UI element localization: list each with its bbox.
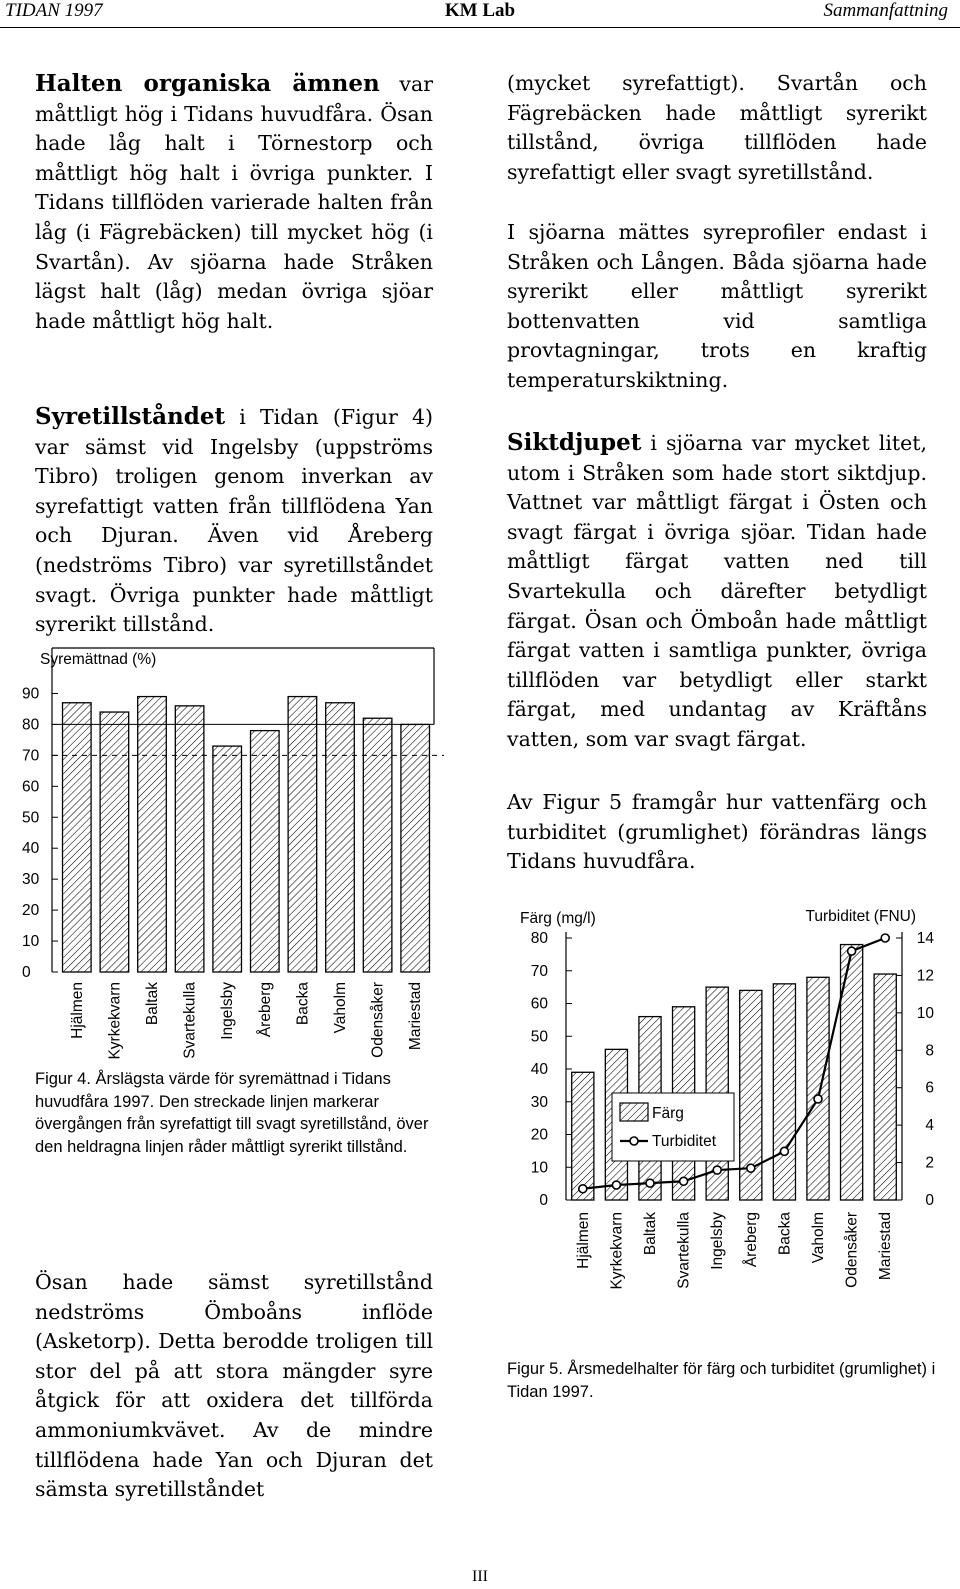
bar-farg <box>874 974 896 1200</box>
turbiditet-point <box>646 1179 654 1187</box>
x-tick-label: Backa <box>776 1212 794 1256</box>
bar <box>63 703 92 972</box>
x-tick-label: Vaholm <box>810 1212 827 1264</box>
legend-marker-turbiditet <box>630 1137 638 1145</box>
x-tick-label: Kyrkekvarn <box>106 982 124 1060</box>
lead-organiska: Halten organiska ämnen <box>35 70 380 97</box>
y-tick-label: 50 <box>22 809 40 827</box>
paragraph-organiska <box>35 69 433 336</box>
x-tick-label: Kyrkekvarn <box>608 1212 626 1290</box>
y-tick-label: 0 <box>22 964 31 981</box>
x-tick-label: Odensåker <box>369 982 387 1058</box>
bar <box>213 746 242 972</box>
y-tick-label: 20 <box>22 902 40 920</box>
bar <box>138 697 167 972</box>
turbiditet-point <box>780 1147 788 1155</box>
header-center: KM Lab <box>444 0 516 21</box>
bar-farg <box>572 1072 594 1200</box>
x-tick-label: Svartekulla <box>181 982 199 1059</box>
bar <box>251 731 280 972</box>
turbiditet-point <box>881 934 889 942</box>
turbiditet-point <box>848 947 856 955</box>
paragraph-figur5-ref: Av Figur 5 framgår hur vattenfärg och turbiditet (grumlighet) förändras längs Tidans huvudfåra. <box>507 790 927 874</box>
left-tick-label: 10 <box>530 1159 548 1177</box>
bar-farg <box>773 984 795 1200</box>
lead-syre: Syretillståndet <box>35 403 226 430</box>
figure-4-caption: Figur 4. Årslägsta värde för syremättnad i Tidans huvudfåra 1997. Den streckade linjen markerar övergången från syrefattigt till svagt syretillstånd, över den heldragna linjen råder måttligt syrerikt tillstånd. <box>35 1070 429 1156</box>
left-tick-label: 0 <box>539 1192 548 1209</box>
page-number: III <box>472 1568 488 1585</box>
figure-5-caption: Figur 5. Årsmedelhalter för färg och turbiditet (grumlighet) i Tidan 1997. <box>507 1360 936 1401</box>
text-organiska: var måttligt hög i Tidans huvudfåra. Ösan hade låg halt i Törnestorp och måttligt hög halt i övriga punkter. I Tidans tillflöden varierade halten från låg (i Fägrebäcken) till mycket hög (i Svartån). Av sjöarna hade Stråken lägst halt (låg) medan övriga sjöar hade måttligt hög halt. <box>35 72 434 333</box>
right-tick-label: 0 <box>925 1192 934 1209</box>
right-tick-label: 4 <box>925 1117 934 1135</box>
turbiditet-point <box>612 1181 620 1189</box>
x-tick-label: Åreberg <box>742 1212 760 1268</box>
legend <box>612 1093 734 1161</box>
turbiditet-point <box>814 1095 822 1103</box>
page-header <box>0 0 960 34</box>
legend-label-farg: Färg <box>652 1105 684 1122</box>
header-left: TIDAN 1997 <box>5 0 103 21</box>
paragraph-right-1: (mycket syrefattigt). Svartån och Fägrebäcken hade måttligt syrerikt tillstånd, övriga tillflöden hade syrefattigt eller svagt syretillstånd. <box>507 71 927 184</box>
right-tick-label: 14 <box>916 930 934 947</box>
x-tick-label: Baltak <box>144 982 161 1026</box>
y-axis-label: Syremättnad (%) <box>40 651 157 668</box>
bar <box>326 703 355 972</box>
turbiditet-point <box>747 1164 755 1172</box>
left-tick-label: 20 <box>530 1126 548 1144</box>
left-tick-label: 60 <box>530 995 548 1013</box>
x-tick-label: Mariestad <box>877 1212 895 1281</box>
bar-farg <box>807 977 829 1200</box>
x-tick-label: Ingelsby <box>709 1212 727 1270</box>
left-tick-label: 40 <box>530 1061 548 1078</box>
legend-label-turbiditet: Turbiditet <box>652 1133 717 1150</box>
header-rule <box>0 27 960 28</box>
x-tick-label: Odensåker <box>843 1212 861 1288</box>
y-tick-label: 80 <box>22 716 40 734</box>
bar <box>100 712 129 972</box>
right-axis-label: Turbiditet (FNU) <box>805 908 916 925</box>
bar <box>175 706 204 972</box>
turbiditet-point <box>680 1177 688 1185</box>
x-tick-label: Åreberg <box>256 982 274 1038</box>
right-tick-label: 8 <box>925 1042 934 1060</box>
y-tick-label: 40 <box>22 840 40 858</box>
lead-sikt: Siktdjupet <box>507 429 642 456</box>
paragraph-syre <box>35 402 433 640</box>
legend-swatch-farg <box>620 1103 648 1121</box>
bar <box>363 718 392 972</box>
x-tick-label: Hjälmen <box>68 982 86 1039</box>
x-tick-label: Mariestad <box>407 982 425 1051</box>
y-tick-label: 10 <box>22 933 40 951</box>
right-tick-label: 12 <box>916 967 934 985</box>
left-tick-label: 80 <box>530 930 548 947</box>
x-tick-label: Backa <box>294 982 312 1026</box>
turbiditet-point <box>713 1166 721 1174</box>
bar <box>288 697 317 972</box>
turbiditet-point <box>579 1185 587 1193</box>
y-tick-label: 60 <box>22 778 40 796</box>
left-tick-label: 30 <box>530 1093 548 1111</box>
text-sikt: i sjöarna var mycket litet, utom i Stråken som hade stort siktdjup. Vattnet var måttligt färgat i Östen och svagt färgat i övriga sjöar. Tidan hade måttligt färgat vatten ned till Svartekulla och därefter betydligt färgat. Ösan och Ömboån hade måttligt färgat vatten i samtliga punkter, övriga tillflöden var betydligt eller starkt färgat, med undantag av Kräftåns vatten, som var svagt färgat. <box>507 431 927 751</box>
x-tick-label: Vaholm <box>332 982 349 1034</box>
left-axis-label: Färg (mg/l) <box>520 910 596 927</box>
x-tick-label: Hjälmen <box>574 1212 592 1269</box>
y-tick-label: 70 <box>22 747 40 765</box>
x-tick-label: Ingelsby <box>219 982 237 1040</box>
header-right: Sammanfattning <box>823 0 948 21</box>
paragraph-osan: Ösan hade sämst syretillstånd nedströms Ömboåns inflöde (Asketorp). Detta berodde troligen till stor del på att stora mängder syre åtgick för att oxidera det tillförda ammoniumkvävet. Av de mindre tillflödena hade Yan och Djuran det sämsta syretillståndet <box>35 1270 433 1502</box>
figure-4-chart <box>22 640 440 1060</box>
y-tick-label: 90 <box>22 685 40 703</box>
right-tick-label: 6 <box>925 1079 934 1097</box>
y-tick-label: 30 <box>22 871 40 889</box>
right-tick-label: 2 <box>925 1154 934 1172</box>
x-tick-label: Svartekulla <box>675 1212 693 1289</box>
paragraph-sikt <box>507 428 927 755</box>
right-tick-label: 10 <box>916 1004 934 1022</box>
paragraph-right-2: I sjöarna mättes syreprofiler endast i Stråken och Lången. Båda sjöarna hade syrerikt eller måttligt syrerikt bottenvatten vid samtliga provtagningar, trots en kraftig temperaturskiktning. <box>507 220 927 392</box>
bar <box>401 724 430 972</box>
x-tick-label: Baltak <box>642 1212 659 1256</box>
left-tick-label: 50 <box>530 1028 548 1046</box>
text-syre: i Tidan (Figur 4) var sämst vid Ingelsby (uppströms Tibro) troligen genom inverkan av syrefattigt vatten från tillflödena Yan och Djuran. Även vid Åreberg (nedströms Tibro) var syretillståndet svagt. Övriga punkter hade måttligt syrerikt tillstånd. <box>35 405 433 637</box>
left-tick-label: 70 <box>530 962 548 980</box>
figure-5-chart <box>506 895 946 1355</box>
